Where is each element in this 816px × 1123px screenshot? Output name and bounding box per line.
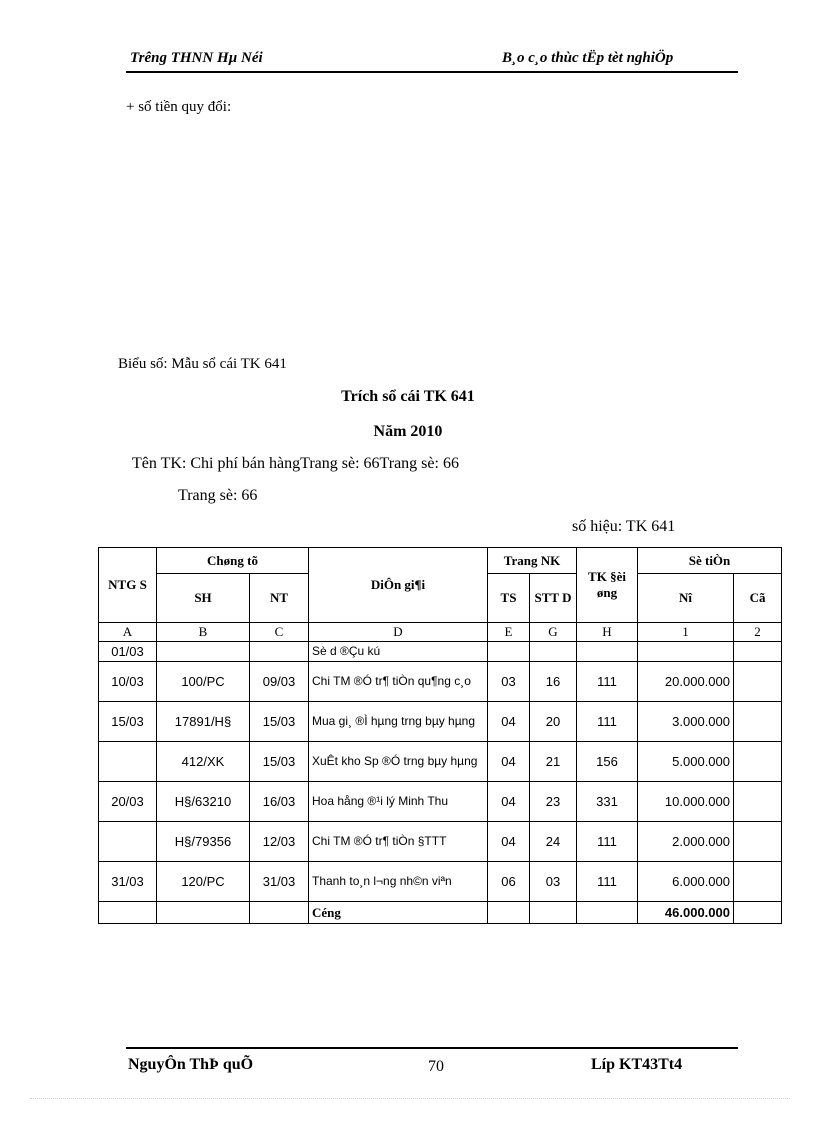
cell-desc: Hoa hång ®¹i lý Minh Thu bbox=[309, 782, 488, 822]
footer-page-number: 70 bbox=[428, 1058, 444, 1075]
cell-co bbox=[734, 642, 782, 662]
cell-sh: 17891/H§ bbox=[157, 702, 250, 742]
header-divider bbox=[126, 71, 738, 73]
cell-no: 2.000.000 bbox=[638, 822, 734, 862]
cell-no: 20.000.000 bbox=[638, 662, 734, 702]
table-row bbox=[99, 862, 782, 902]
footer-author: NguyÔn ThÞ quÕ bbox=[128, 1056, 254, 1073]
cell-ntgs: 31/03 bbox=[99, 862, 157, 902]
cell-no: 5.000.000 bbox=[638, 742, 734, 782]
cell-empty bbox=[577, 902, 638, 924]
cell-empty bbox=[530, 902, 577, 924]
letter-cell: A bbox=[99, 623, 157, 642]
letter-cell: 1 bbox=[638, 623, 734, 642]
cell-ntgs: 15/03 bbox=[99, 702, 157, 742]
table-row bbox=[99, 662, 782, 702]
col-sttd: STT D bbox=[530, 574, 577, 623]
letter-cell: C bbox=[250, 623, 309, 642]
letter-cell: 2 bbox=[734, 623, 782, 642]
cell-ts: 06 bbox=[488, 862, 530, 902]
cell-no: 6.000.000 bbox=[638, 862, 734, 902]
col-trang-nk: Trang NK bbox=[488, 548, 577, 574]
cell-nt: 31/03 bbox=[250, 862, 309, 902]
col-chung-tu: Chøng tõ bbox=[157, 548, 309, 574]
header-school: Trêng THNN Hµ Néi bbox=[130, 50, 263, 66]
cell-sh: 412/XK bbox=[157, 742, 250, 782]
cell-co bbox=[734, 742, 782, 782]
cell-ts bbox=[488, 642, 530, 662]
col-no: Nî bbox=[638, 574, 734, 623]
cell-ntgs: 01/03 bbox=[99, 642, 157, 662]
cell-nt bbox=[250, 642, 309, 662]
cell-stt bbox=[530, 642, 577, 662]
cell-sh bbox=[157, 642, 250, 662]
account-name-line: Tên TK: Chi phí bán hàngTrang sè: 66Trang sè: 66 bbox=[132, 455, 459, 472]
table-row bbox=[99, 642, 782, 662]
col-so-tien: Sè tiÒn bbox=[638, 548, 782, 574]
letter-cell: B bbox=[157, 623, 250, 642]
cell-no: 3.000.000 bbox=[638, 702, 734, 742]
cell-tk: 111 bbox=[577, 822, 638, 862]
form-label: Biểu số: Mẫu sổ cái TK 641 bbox=[118, 356, 287, 372]
cell-tk: 111 bbox=[577, 662, 638, 702]
table-row bbox=[99, 782, 782, 822]
ledger-title: Trích sổ cái TK 641 bbox=[341, 388, 475, 405]
cell-ntgs: 10/03 bbox=[99, 662, 157, 702]
cell-tk: 156 bbox=[577, 742, 638, 782]
ledger-table bbox=[98, 547, 782, 924]
total-label: Céng bbox=[309, 902, 488, 924]
col-tk-doi-ung: TK §èi øng bbox=[577, 548, 638, 623]
col-ts: TS bbox=[488, 574, 530, 623]
cell-co bbox=[734, 862, 782, 902]
cell-sh: 100/PC bbox=[157, 662, 250, 702]
cell-co bbox=[734, 662, 782, 702]
cell-nt: 15/03 bbox=[250, 742, 309, 782]
cell-empty bbox=[157, 902, 250, 924]
cell-co bbox=[734, 702, 782, 742]
col-dien-giai: DiÔn gi¶i bbox=[309, 548, 488, 623]
cell-desc: Mua gi¸ ®Ì hµng trng bµy hµng bbox=[309, 702, 488, 742]
col-co: Cã bbox=[734, 574, 782, 623]
cell-ts: 04 bbox=[488, 782, 530, 822]
letter-cell: H bbox=[577, 623, 638, 642]
cell-desc: Chi TM ®Ó tr¶ tiÒn qu¶ng c¸o bbox=[309, 662, 488, 702]
col-ntgs: NTG S bbox=[99, 548, 157, 623]
footer-divider bbox=[126, 1047, 738, 1049]
cell-stt: 16 bbox=[530, 662, 577, 702]
total-row bbox=[99, 902, 782, 924]
cell-stt: 20 bbox=[530, 702, 577, 742]
cell-ntgs bbox=[99, 742, 157, 782]
total-no: 46.000.000 bbox=[638, 902, 734, 924]
cell-ts: 04 bbox=[488, 702, 530, 742]
cell-sh: 120/PC bbox=[157, 862, 250, 902]
page-bottom-rule bbox=[30, 1098, 790, 1099]
cell-desc: Thanh to¸n l¬ng nh©n viªn bbox=[309, 862, 488, 902]
cell-stt: 23 bbox=[530, 782, 577, 822]
cell-no bbox=[638, 642, 734, 662]
cell-nt: 09/03 bbox=[250, 662, 309, 702]
cell-ntgs bbox=[99, 822, 157, 862]
col-sh: SH bbox=[157, 574, 250, 623]
cell-stt: 24 bbox=[530, 822, 577, 862]
cell-co bbox=[734, 822, 782, 862]
cell-desc: XuÊt kho Sp ®Ó trng bµy hµng bbox=[309, 742, 488, 782]
cell-nt: 15/03 bbox=[250, 702, 309, 742]
cell-tk: 111 bbox=[577, 862, 638, 902]
column-letter-row bbox=[99, 623, 782, 642]
header-report-title: B¸o c¸o thùc tËp tèt nghiÖp bbox=[502, 50, 674, 66]
cell-desc: Sè d ®Çu kú bbox=[309, 642, 488, 662]
letter-cell: G bbox=[530, 623, 577, 642]
table-row bbox=[99, 822, 782, 862]
cell-ts: 03 bbox=[488, 662, 530, 702]
cell-tk: 111 bbox=[577, 702, 638, 742]
cell-empty bbox=[488, 902, 530, 924]
cell-tk bbox=[577, 642, 638, 662]
cell-nt: 12/03 bbox=[250, 822, 309, 862]
footer-class: Líp KT43Tt4 bbox=[591, 1056, 683, 1073]
ledger-year: Năm 2010 bbox=[373, 423, 443, 440]
cell-sh: H§/79356 bbox=[157, 822, 250, 862]
cell-ts: 04 bbox=[488, 742, 530, 782]
cell-co bbox=[734, 782, 782, 822]
cell-stt: 03 bbox=[530, 862, 577, 902]
cell-ts: 04 bbox=[488, 822, 530, 862]
letter-cell: D bbox=[309, 623, 488, 642]
cell-stt: 21 bbox=[530, 742, 577, 782]
cell-no: 10.000.000 bbox=[638, 782, 734, 822]
account-number: số hiệu: TK 641 bbox=[572, 518, 676, 535]
cell-desc: Chi TM ®Ó tr¶ tiÒn §TTT bbox=[309, 822, 488, 862]
table-row bbox=[99, 742, 782, 782]
cell-ntgs: 20/03 bbox=[99, 782, 157, 822]
cell-nt: 16/03 bbox=[250, 782, 309, 822]
letter-cell: E bbox=[488, 623, 530, 642]
intro-line: + số tiền quy đổi: bbox=[126, 99, 232, 115]
cell-empty bbox=[734, 902, 782, 924]
cell-sh: H§/63210 bbox=[157, 782, 250, 822]
col-nt: NT bbox=[250, 574, 309, 623]
cell-tk: 331 bbox=[577, 782, 638, 822]
cell-empty bbox=[250, 902, 309, 924]
page-ref-line: Trang sè: 66 bbox=[178, 487, 258, 504]
cell-empty bbox=[99, 902, 157, 924]
table-row bbox=[99, 702, 782, 742]
